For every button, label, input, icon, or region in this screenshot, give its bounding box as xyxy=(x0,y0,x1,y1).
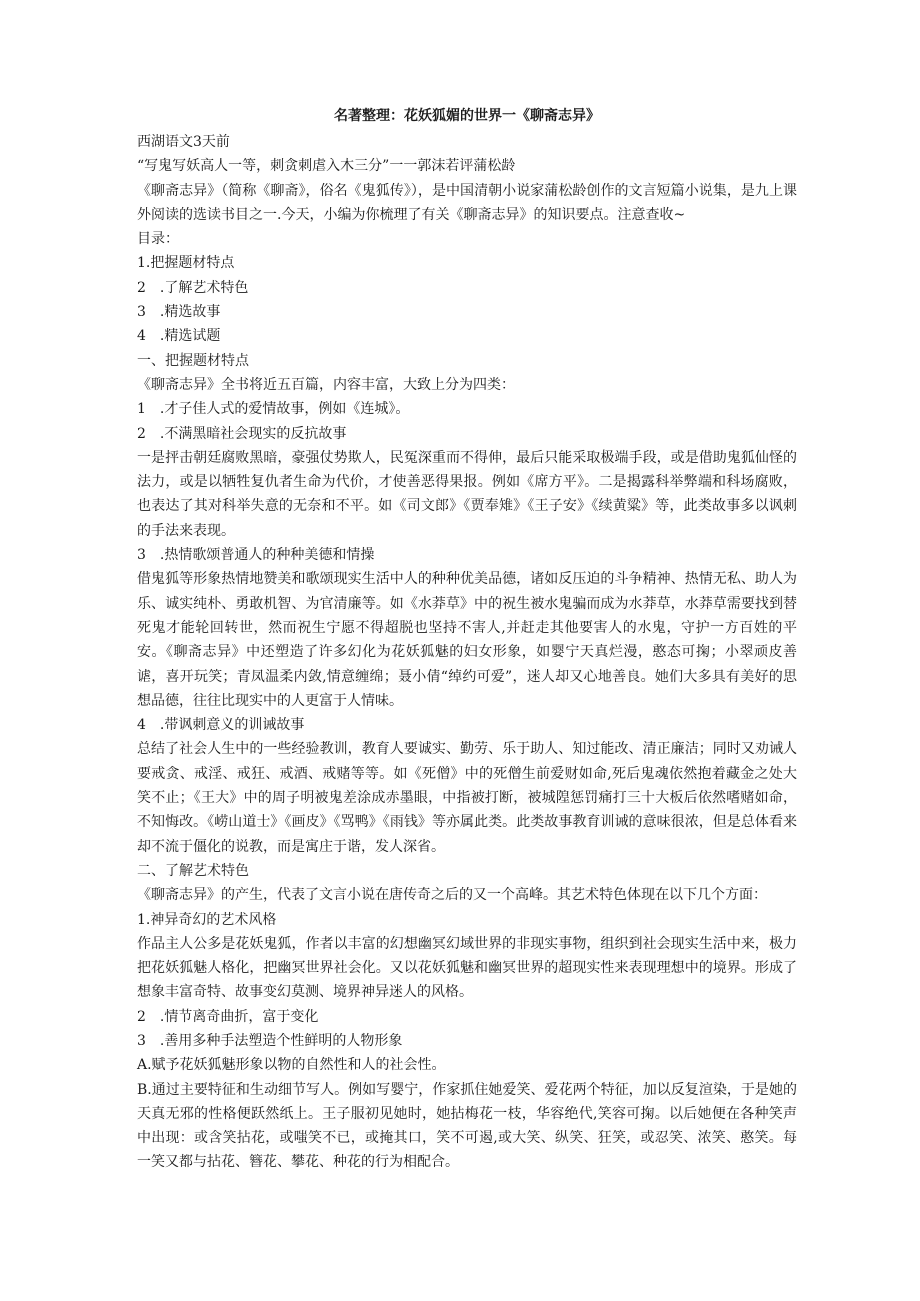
list-item: 4 .带讽刺意义的训诫故事 xyxy=(137,717,305,734)
epigraph-quote: “写鬼写妖高人一等，刺贪刺虐入木三分”一一郭沫若评蒲松龄 xyxy=(137,158,516,175)
section-heading: 一、把握题材特点 xyxy=(137,352,249,369)
document-page xyxy=(137,104,797,1175)
list-item: 2 .不满黑暗社会现实的反抗故事 xyxy=(137,425,347,442)
intro-paragraph: 《聊斋志异》（简称《聊斋》，俗名《鬼狐传》），是中国清朝小说家蒲松龄创作的文言短篇小说集，是九上课外阅读的选读书目之一.今天，小编为你梳理了有关《聊斋志异》的知识要点。注意查收~ xyxy=(137,182,797,223)
paragraph: 总结了社会人生中的一些经验教训，教育人要诚实、勤劳、乐于助人、知过能改、清正廉洁；同时又劝诫人要戒贪、戒淫、戒狂、戒酒、戒赌等等。如《死僧》中的死僧生前爱财如命,死后鬼魂依然抱着藏金之处大笑不止；《王大》中的周子明被鬼差涂成赤墨眼，中指被打断，被城隍惩罚痛打三十大板后依然嗜赌如命，不知悔改。《崂山道士》《画皮》《骂鸭》《雨钱》等亦属此类。此类故事教育训诫的意味很浓，但是总体看来却不流于僵化的说教，而是寓庄于谐，发人深省。 xyxy=(137,741,797,855)
section-heading: 二、了解艺术特色 xyxy=(137,862,249,879)
toc-heading: 目录： xyxy=(137,231,179,248)
paragraph: 作品主人公多是花妖鬼狐，作者以丰富的幻想幽冥幻域世界的非现实事物，组织到社会现实生活中来，极力把花妖狐魅人格化，把幽冥世界社会化。又以花妖狐魅和幽冥世界的超现实性来表现理想中的境界。形成了想象丰富奇特、故事变幻莫测、境界神异迷人的风格。 xyxy=(137,935,797,1001)
list-item: 1 .才子佳人式的爱情故事，例如《连城》。 xyxy=(137,401,410,418)
toc-item: 4 .精选试题 xyxy=(137,328,221,345)
toc-item: 1.把握题材特点 xyxy=(137,255,235,272)
toc-item: 2 .了解艺术特色 xyxy=(137,279,249,296)
list-item: 2 .情节离奇曲折，富于变化 xyxy=(137,1008,319,1025)
paragraph: 借鬼狐等形象热情地赞美和歌颂现实生活中人的种种优美品德，诸如反压迫的斗争精神、热情无私、助人为乐、诚实纯朴、勇敢机智、为官清廉等。如《水莽草》中的祝生被水鬼骗而成为水莽草，水莽草需要找到替死鬼才能轮回转世，然而祝生宁愿不得超脱也坚持不害人,并赶走其他要害人的水鬼，守护一方百姓的平安。《聊斋志异》中还塑造了许多幻化为花妖狐魅的妇女形象，如婴宁天真烂漫，憨态可掬；小翠顽皮善谑，喜开玩笑；青凤温柔内敛,情意缠绵；聂小倩“绰约可爱”，迷人却又心地善良。她们大多具有美好的思想品德，往往比现实中的人更富于人情味。 xyxy=(137,571,797,709)
list-item: 3 .热情歌颂普通人的种种美德和情操 xyxy=(137,547,375,564)
byline: 西湖语文3天前 xyxy=(137,134,230,150)
sub-item: A.赋予花妖狐魅形象以物的自然性和人的社会性。 xyxy=(137,1057,446,1074)
section-lead: 《聊斋志异》的产生，代表了文言小说在唐传奇之后的又一个高峰。其艺术特色体现在以下几个方面： xyxy=(137,887,767,904)
sub-item: B.通过主要特征和生动细节写人。例如写婴宁，作家抓住她爱笑、爱花两个特征，加以反复渲染，于是她的天真无邪的性格便跃然纸上。王子服初见她时，她拈梅花一枝，华容绝代,笑容可掬。以后她便在各种笑声中出现：或含笑拈花，或嗤笑不已，或掩其口，笑不可遏,或大笑、纵笑、狂笑，或忍笑、浓笑、憨笑。每一笑又都与拈花、簪花、攀花、种花的行为相配合。 xyxy=(137,1081,797,1171)
list-item: 3 .善用多种手法塑造个性鲜明的人物形象 xyxy=(137,1032,403,1049)
toc-item: 3 .精选故事 xyxy=(137,304,221,321)
page-title: 名著整理：花妖狐媚的世界一《聊斋志异》 xyxy=(334,108,600,124)
section-lead: 《聊斋志异》全书将近五百篇，内容丰富，大致上分为四类： xyxy=(137,376,515,393)
paragraph: 一是抨击朝廷腐败黑暗，豪强仗势欺人，民冤深重而不得伸，最后只能采取极端手段，或是借助鬼狐仙怪的法力，或是以牺牲复仇者生命为代价，才使善恶得果报。例如《席方平》。二是揭露科举弊端和科场腐败，也表达了其对科举失意的无奈和不平。如《司文郎》《贾奉雉》《王子安》《续黄粱》等，此类故事多以讽刺的手法来表现。 xyxy=(137,449,797,539)
list-item: 1.神异奇幻的艺术风格 xyxy=(137,911,277,928)
